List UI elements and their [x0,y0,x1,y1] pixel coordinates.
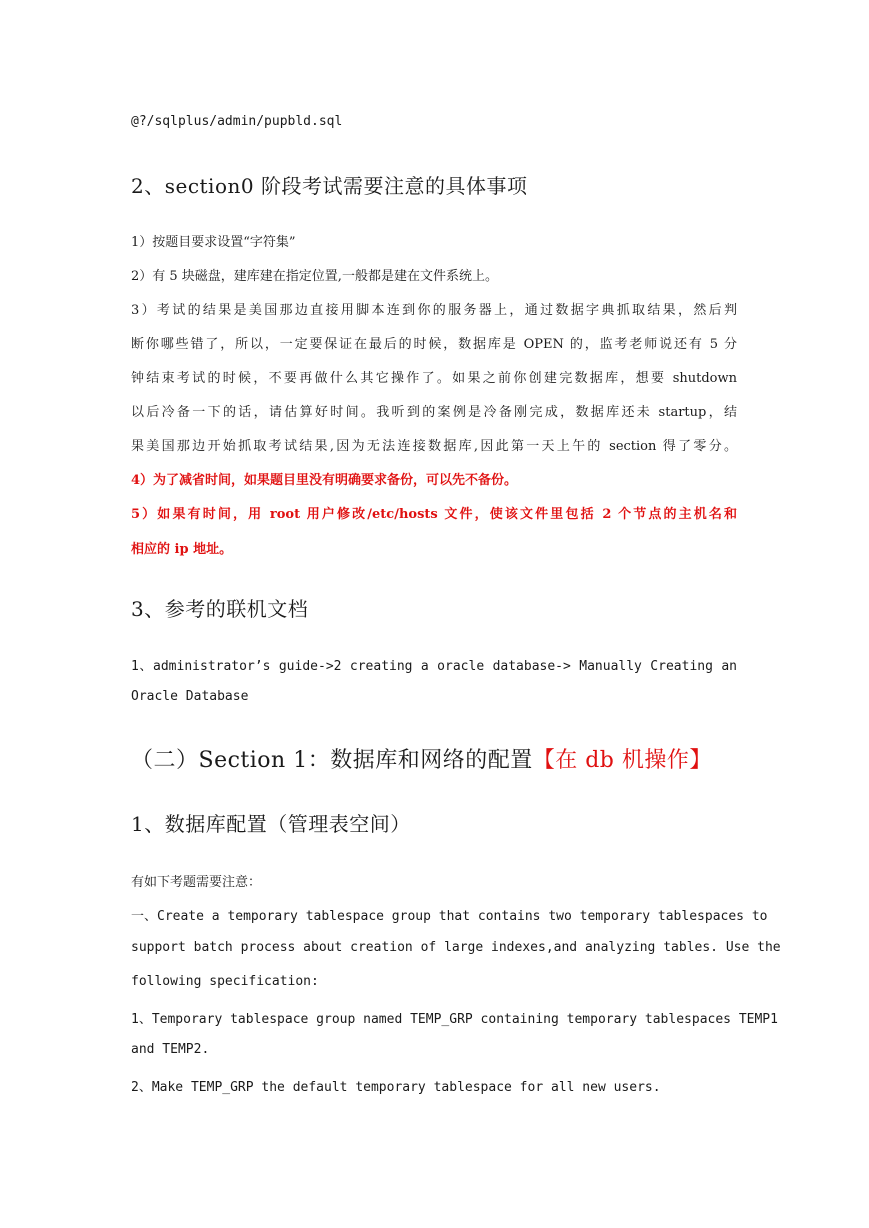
task-line-4: 1、Temporary tablespace group named TEMP_GRP containing temporary tablespaces TEMP1 [131,1012,778,1027]
doc-ref-line-2: Oracle Database [131,689,249,704]
note-3-line-5: 果美国那边开始抓取考试结果,因为无法连接数据库,因此第一天上午的 section 得了零分。 [131,439,737,454]
subsection-heading-1: 1、数据库配置（管理表空间） [131,812,411,836]
note-3-line-1: 3）考试的结果是美国那边直接用脚本连到你的服务器上，通过数据字典抓取结果，然后判 [131,303,737,318]
section-heading-3: 3、参考的联机文档 [131,597,309,621]
task-line-1: 一、Create a temporary tablespace group that contains two temporary tablespaces to [131,909,768,924]
intro-text: 有如下考题需要注意： [131,875,262,890]
part-two-heading-main: （二）Section 1：数据库和网络的配置 [131,748,533,773]
part-two-heading-note: 【在 db 机操作】 [532,748,712,773]
code-line: @?/sqlplus/admin/pupbld.sql [131,114,343,129]
red-note-5-line-1: 5）如果有时间，用 root 用户修改/etc/hosts 文件，使该文件里包括 2 个节点的主机名和 [131,507,737,522]
note-3-line-3: 钟结束考试的时候，不要再做什么其它操作了。如果之前你创建完数据库，想要 shutdown [131,371,737,386]
task-line-5: and TEMP2. [131,1042,210,1057]
note-1: 1）按题目要求设置“字符集” [131,235,296,250]
note-3-line-4: 以后冷备一下的话，请估算好时间。我听到的案例是冷备刚完成，数据库还未 startup，结 [131,405,737,420]
task-line-2: support batch process about creation of large indexes,and analyzing tables. Use the [131,940,781,955]
red-note-4: 4）为了减省时间，如果题目里没有明确要求备份，可以先不备份。 [131,473,518,488]
note-3-line-2: 断你哪些错了，所以，一定要保证在最后的时候，数据库是 OPEN 的，监考老师说还有 5 分 [131,337,737,352]
doc-ref-line-1: 1、administrator’s guide->2 creating a oracle database-> Manually Creating an [131,659,737,674]
part-two-heading [131,743,751,774]
task-line-6: 2、Make TEMP_GRP the default temporary tablespace for all new users. [131,1080,661,1095]
note-2: 2）有 5 块磁盘，建库建在指定位置,一般都是建在文件系统上。 [131,269,498,284]
section-heading-2: 2、section0 阶段考试需要注意的具体事项 [131,174,528,198]
red-note-5-line-2: 相应的 ip 地址。 [131,542,233,557]
task-line-3: following specification: [131,974,319,989]
